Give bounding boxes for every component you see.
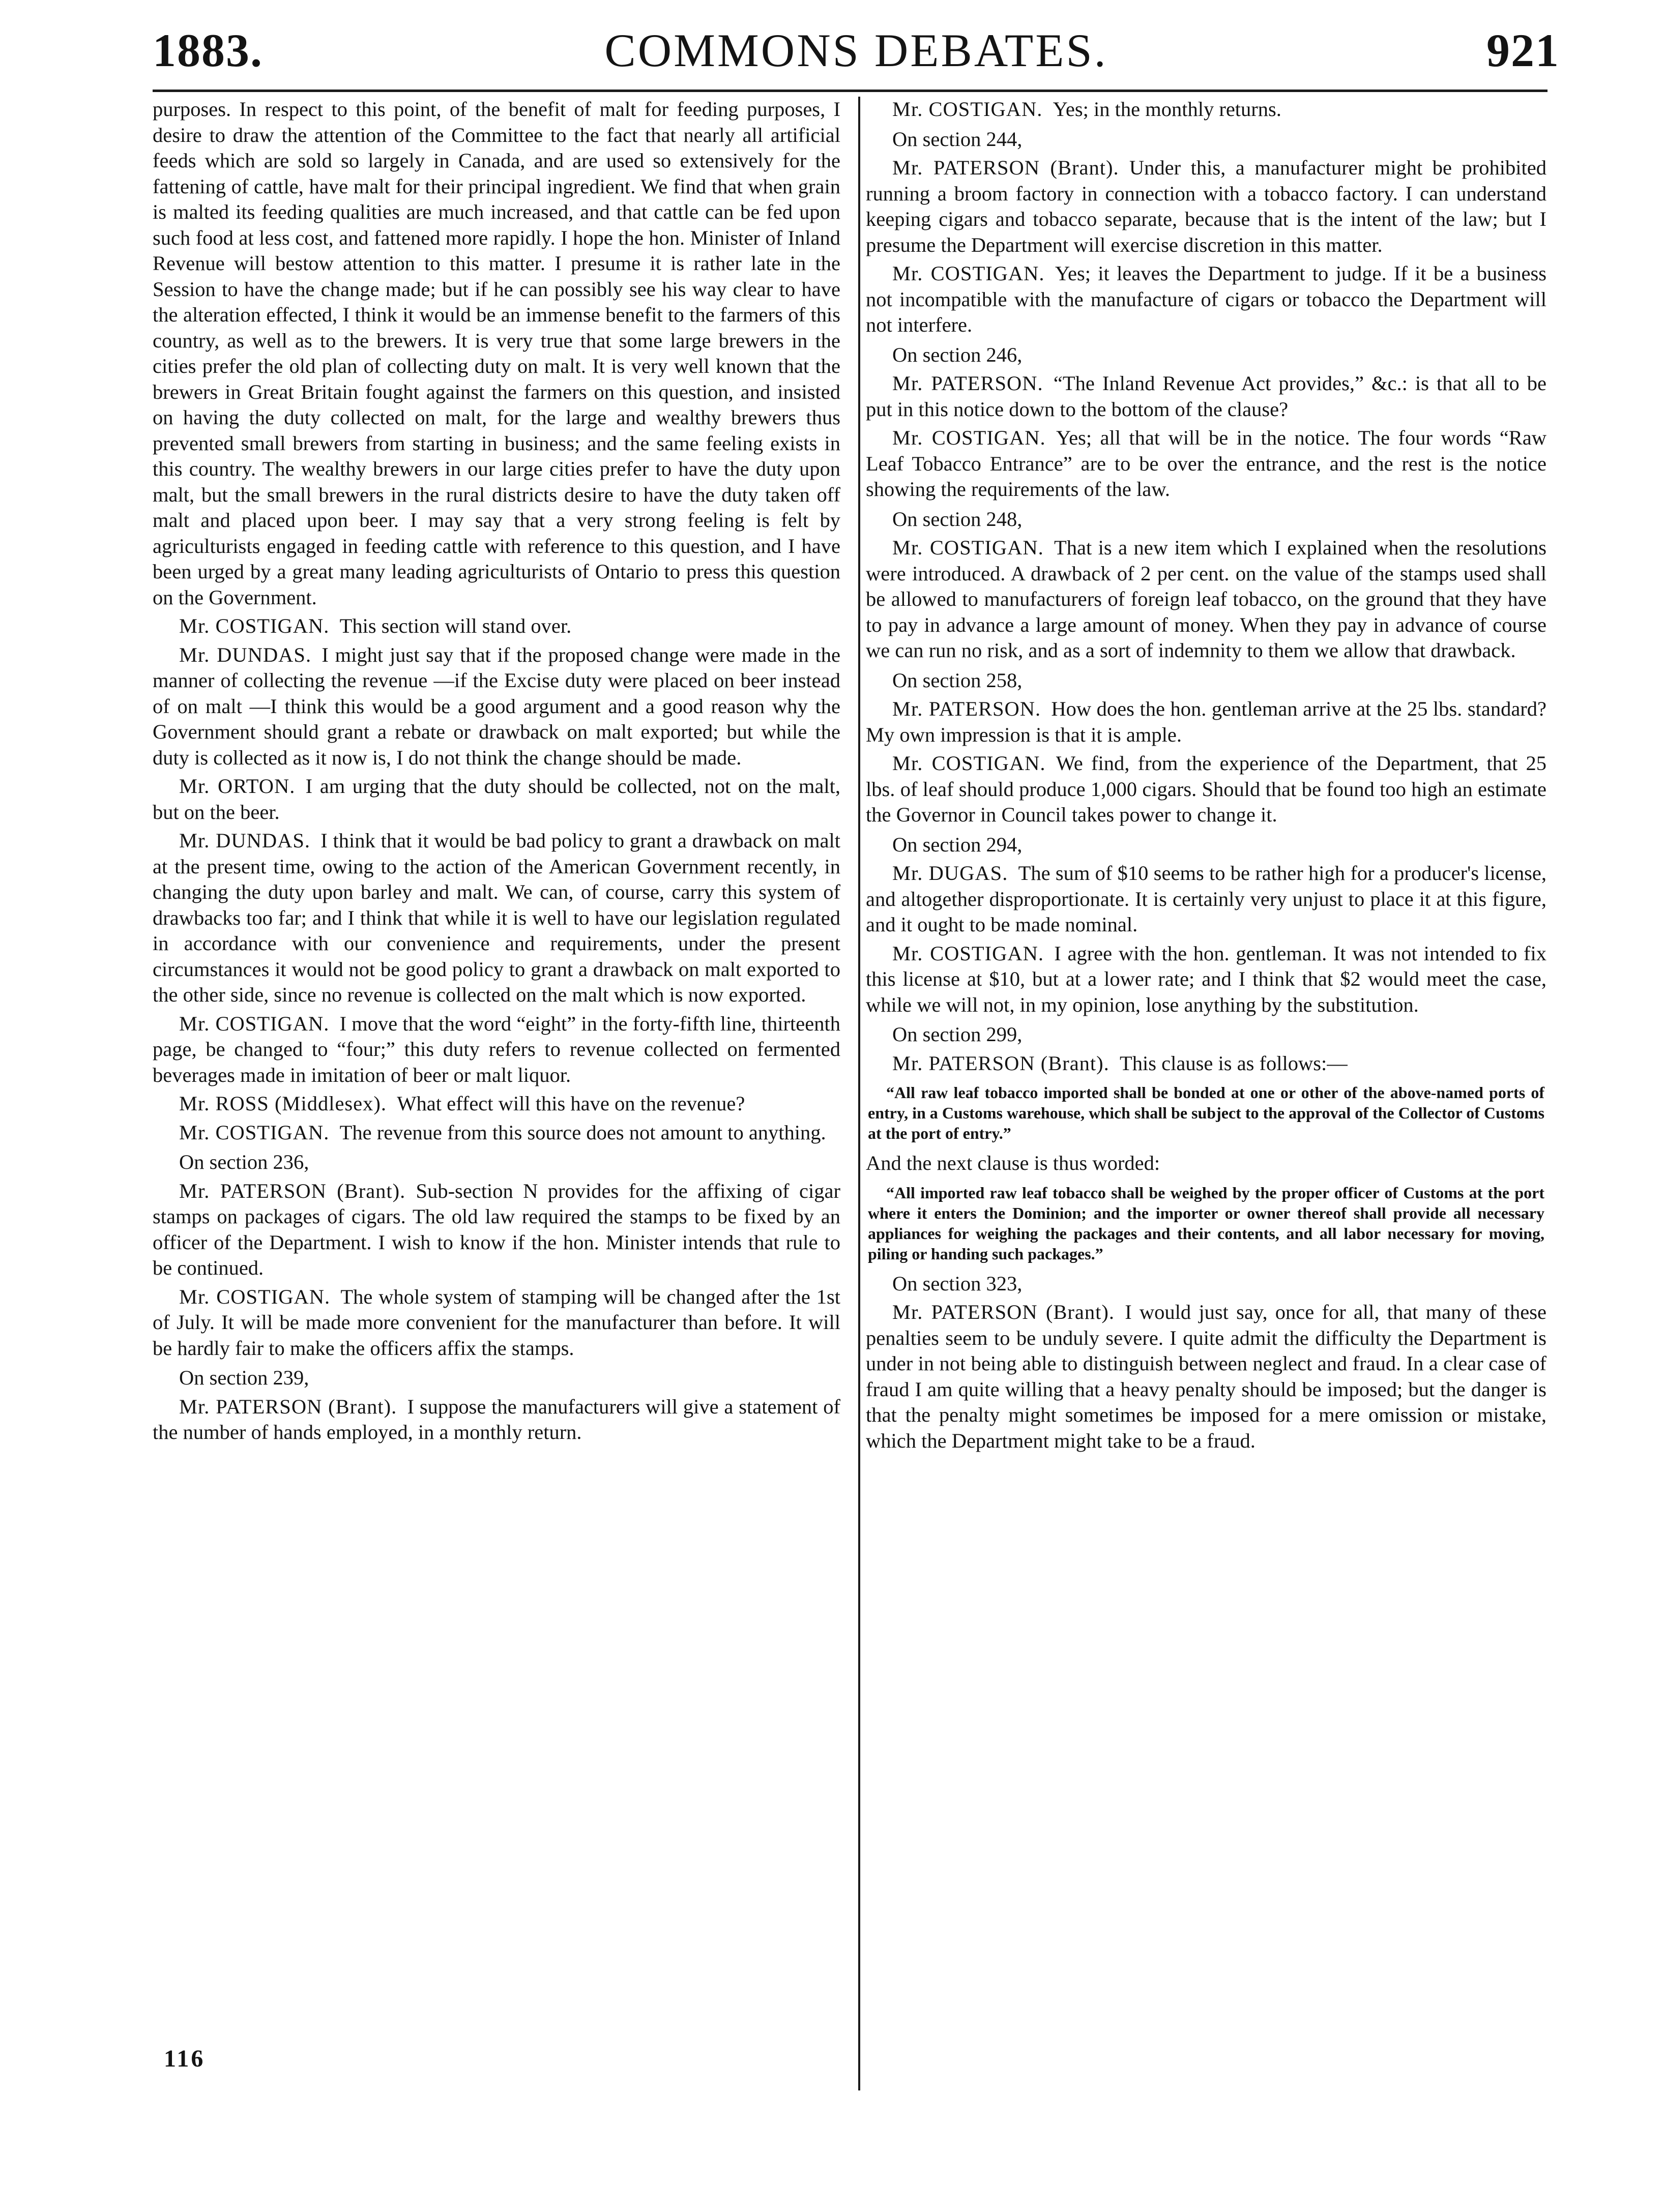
- speech-text: The whole system of stamping will be changed after the 1st of July. It will be made more convenient for the manufacturer than before. It will be hardly fair to make the officers affix the stamps.: [153, 1285, 840, 1360]
- body-paragraph: And the next clause is thus worded:: [866, 1152, 1160, 1174]
- speech-paragraph: [153, 1178, 840, 1281]
- speech-paragraph: [866, 425, 1546, 503]
- speech-text: Under this, a manufacturer might be prohibited running a broom factory in connection with a tobacco factory. I can understand keeping cigars and tobacco separate, because that is the intent of the law; but I presume the Department will exercise discretion in this matter.: [866, 156, 1546, 256]
- section-heading: On section 294,: [892, 833, 1023, 856]
- speaker-name: Mr. PATERSON (Brant).: [179, 1395, 397, 1418]
- speaker-name: Mr. COSTIGAN.: [179, 1120, 330, 1144]
- speaker-name: Mr. PATERSON (Brant).: [179, 1179, 406, 1202]
- speech-text: I agree with the hon. gentleman. It was not intended to fix this license at $10, but at a lower rate; and I think that $2 would meet the case, while we will not, in my opinion, lose anything by the substitution.: [866, 941, 1546, 1016]
- header-year: 1883.: [153, 24, 263, 76]
- speaker-name: Mr. COSTIGAN.: [892, 262, 1045, 285]
- speaker-name: Mr. PATERSON.: [892, 697, 1041, 720]
- left-column: [153, 97, 840, 1449]
- speech-text: “The Inland Revenue Act provides,” &c.: is that all to be put in this notice down to the bottom of the clause?: [866, 372, 1546, 421]
- speech-text: The revenue from this source does not amount to anything.: [339, 1120, 826, 1144]
- speech-text: This clause is as follows:—: [1120, 1051, 1348, 1075]
- speech-paragraph: [866, 696, 1546, 748]
- header-page-number: 921: [1486, 24, 1560, 76]
- speech-text: I would just say, once for all, that many of these penalties seem to be unduly severe. I quite admit the difficulty the Department is under in not being able to distinguish between neglect and fraud. In a clear case of fraud I am quite willing that a heavy penalty should be imposed; but the danger is that the penalty might sometimes be imposed for a mere omission or mistake, which the Department might take to be a fraud.: [866, 1301, 1546, 1452]
- speech-text: We find, from the experience of the Department, that 25 lbs. of leaf should produce 1,000 cigars. Should that be found too high an estimate the Governor in Council takes power to change it.: [866, 752, 1546, 826]
- speaker-name: Mr. COSTIGAN.: [179, 1285, 331, 1308]
- header-rule: [153, 90, 1548, 92]
- speech-text: I move that the word “eight” in the forty-fifth line, thirteenth page, be changed to “four;” this duty refers to revenue collected on fermented beverages made in imitation of beer or malt liquor.: [153, 1012, 840, 1086]
- speaker-name: Mr. COSTIGAN.: [892, 536, 1044, 559]
- speech-text: Yes; it leaves the Department to judge. If it be a business not incompatible with the manufacture of cigars or tobacco the Department will not interfere.: [866, 262, 1546, 336]
- speaker-name: Mr. PATERSON (Brant).: [892, 1051, 1110, 1075]
- section-heading: On section 299,: [892, 1023, 1023, 1046]
- speech-paragraph: [153, 828, 840, 1008]
- speaker-name: Mr. ORTON.: [179, 775, 296, 798]
- speech-text: What effect will this have on the revenue?: [397, 1092, 745, 1115]
- speaker-name: Mr. ROSS (Middlesex).: [179, 1092, 387, 1115]
- section-heading: On section 246,: [892, 343, 1023, 366]
- page-header: [153, 23, 1560, 79]
- quoted-clause: “All imported raw leaf tobacco shall be weighed by the proper officer of Customs at the port where it enters the Dominion; and the importer or owner thereof shall provide all necessary appliances for weighing the packages and their contents, and all labor necessary for moving, piling or handing such packages.”: [868, 1183, 1544, 1263]
- speech-text: I suppose the manufacturers will give a statement of the number of hands employed, in a monthly return.: [153, 1395, 841, 1443]
- column-divider: [858, 97, 860, 2090]
- body-paragraph: purposes. In respect to this point, of the benefit of malt for feeding purposes, I desire to draw the attention of the Committee to the fact that nearly all artificial feeds which are sold so largely in Canada, and are used so extensively for the fattening of cattle, have malt for their principal ingredient. We find that when grain is malted its feeding qualities are much increased, and that cattle can be fed upon such food at less cost, and fattened more rapidly. I hope the hon. Minister of Inland Revenue will bestow attention to this matter. I presume it is rather late in the Session to have the change made; but if he can possibly see his way clear to have the alteration effected, I think it would be an immense benefit to the farmers of this country, as well as to the brewers. It is very true that some large brewers in the cities prefer the old plan of collecting duty on malt. It is very well known that the brewers in Great Britain fought against the farmers on this question, and insisted on having the duty collected on malt, for the large and wealthy brewers thus prevented small brewers from starting in business; and the same feeling exists in this country. The wealthy brewers in our large cities prefer to have the duty upon malt, but the small brewers in the rural districts desire to have the duty taken off malt and placed upon beer. I may say that a very strong feeling is felt by agriculturists engaged in feeding cattle with reference to this question, and I have been urged by a great many leading agriculturists of Ontario to press this question on the Government.: [153, 98, 840, 609]
- speech-paragraph: [866, 751, 1546, 828]
- speech-paragraph: [866, 371, 1546, 422]
- speaker-name: Mr. COSTIGAN.: [892, 752, 1046, 775]
- speech-text: How does the hon. gentleman arrive at the 25 lbs. standard? My own impression is that it is ample.: [866, 697, 1547, 746]
- speech-paragraph: [866, 97, 1546, 123]
- speaker-name: Mr. DUGAS.: [892, 862, 1008, 884]
- speech-paragraph: [866, 535, 1546, 664]
- speaker-name: Mr. COSTIGAN.: [892, 426, 1046, 449]
- speech-text: I am urging that the duty should be collected, not on the malt, but on the beer.: [153, 775, 840, 823]
- speech-paragraph: [866, 861, 1546, 938]
- speaker-name: Mr. COSTIGAN.: [179, 614, 330, 637]
- section-heading: On section 244,: [892, 127, 1023, 151]
- quoted-clause: “All raw leaf tobacco imported shall be bonded at one or other of the above-named ports of entry, in a Customs warehouse, which shall be subject to the approval of the Collector of Customs at the port of entry.”: [868, 1083, 1544, 1142]
- speech-paragraph: [153, 1091, 840, 1117]
- speech-text: The sum of $10 seems to be rather high for a producer's license, and altogether disproportionate. It is certainly very unjust to place it at this figure, and it ought to be made nominal.: [866, 862, 1546, 936]
- right-column: [866, 97, 1546, 1457]
- speech-text: Yes; all that will be in the notice. The four words “Raw Leaf Tobacco Entrance” are to be over the entrance, and the rest is the notice showing the requirements of the law.: [866, 426, 1546, 500]
- speech-text: Sub-section N provides for the affixing of cigar stamps on packages of cigars. The old law required the stamps to be fixed by an officer of the Department. I wish to know if the hon. Minister intends that rule to be continued.: [153, 1179, 840, 1279]
- speech-text: That is a new item which I explained when the resolutions were introduced. A drawback of 2 per cent. on the value of the stamps used shall be allowed to manufacturers of foreign leaf tobacco, on the ground that they have to pay in advance a large amount of money. When they pay in advance of course we can run no risk, and as a sort of indemnity to them we allow that drawback.: [866, 536, 1547, 662]
- speech-paragraph: [153, 642, 840, 771]
- speech-text: I think that it would be bad policy to grant a drawback on malt at the present time, owing to the action of the American Government recently, in changing the duty upon barley and malt. We can, of course, carry this system of drawbacks too far; and I think that while it is well to have our legislation regulated in accordance with our convenience and requirements, under the present circumstances it would not be good policy to grant a drawback on malt exported to the other side, since no revenue is collected on the malt which is now exported.: [153, 829, 840, 1006]
- speaker-name: Mr. COSTIGAN.: [892, 98, 1043, 121]
- speech-text: I might just say that if the proposed change were made in the manner of collecting the revenue —if the Excise duty were placed on beer instead of on malt —I think this would be a good argument and a good reason why the Government should grant a rebate or drawback on malt exported; but while the duty is collected as it now is, I do not think the change should be made.: [153, 643, 841, 769]
- speech-text: Yes; in the monthly returns.: [1053, 98, 1281, 121]
- speech-paragraph: [866, 1051, 1546, 1077]
- speech-paragraph: [153, 613, 840, 639]
- speaker-name: Mr. COSTIGAN.: [892, 941, 1044, 965]
- speech-paragraph: [153, 1394, 840, 1446]
- speech-paragraph: [866, 941, 1546, 1018]
- speaker-name: Mr. PATERSON (Brant).: [892, 1301, 1115, 1323]
- speaker-name: Mr. DUNDAS.: [179, 829, 311, 852]
- speaker-name: Mr. PATERSON.: [892, 372, 1043, 395]
- speech-paragraph: [153, 774, 840, 825]
- speaker-name: Mr. COSTIGAN.: [179, 1012, 330, 1035]
- section-heading: On section 239,: [179, 1366, 309, 1389]
- section-heading: On section 323,: [892, 1272, 1023, 1295]
- section-heading: On section 248,: [892, 507, 1023, 530]
- section-heading: On section 236,: [179, 1151, 309, 1173]
- signature-mark: 116: [164, 2045, 206, 2072]
- speech-paragraph: [153, 1120, 840, 1146]
- speech-paragraph: [153, 1284, 840, 1362]
- speaker-name: Mr. DUNDAS.: [179, 643, 312, 666]
- speech-paragraph: [866, 1300, 1546, 1454]
- speech-paragraph: [153, 1011, 840, 1088]
- speech-paragraph: [866, 261, 1546, 338]
- speaker-name: Mr. PATERSON (Brant).: [892, 156, 1119, 179]
- speech-text: This section will stand over.: [339, 614, 572, 637]
- speech-paragraph: [866, 155, 1546, 258]
- header-title: COMMONS DEBATES.: [604, 24, 1108, 76]
- section-heading: On section 258,: [892, 668, 1023, 692]
